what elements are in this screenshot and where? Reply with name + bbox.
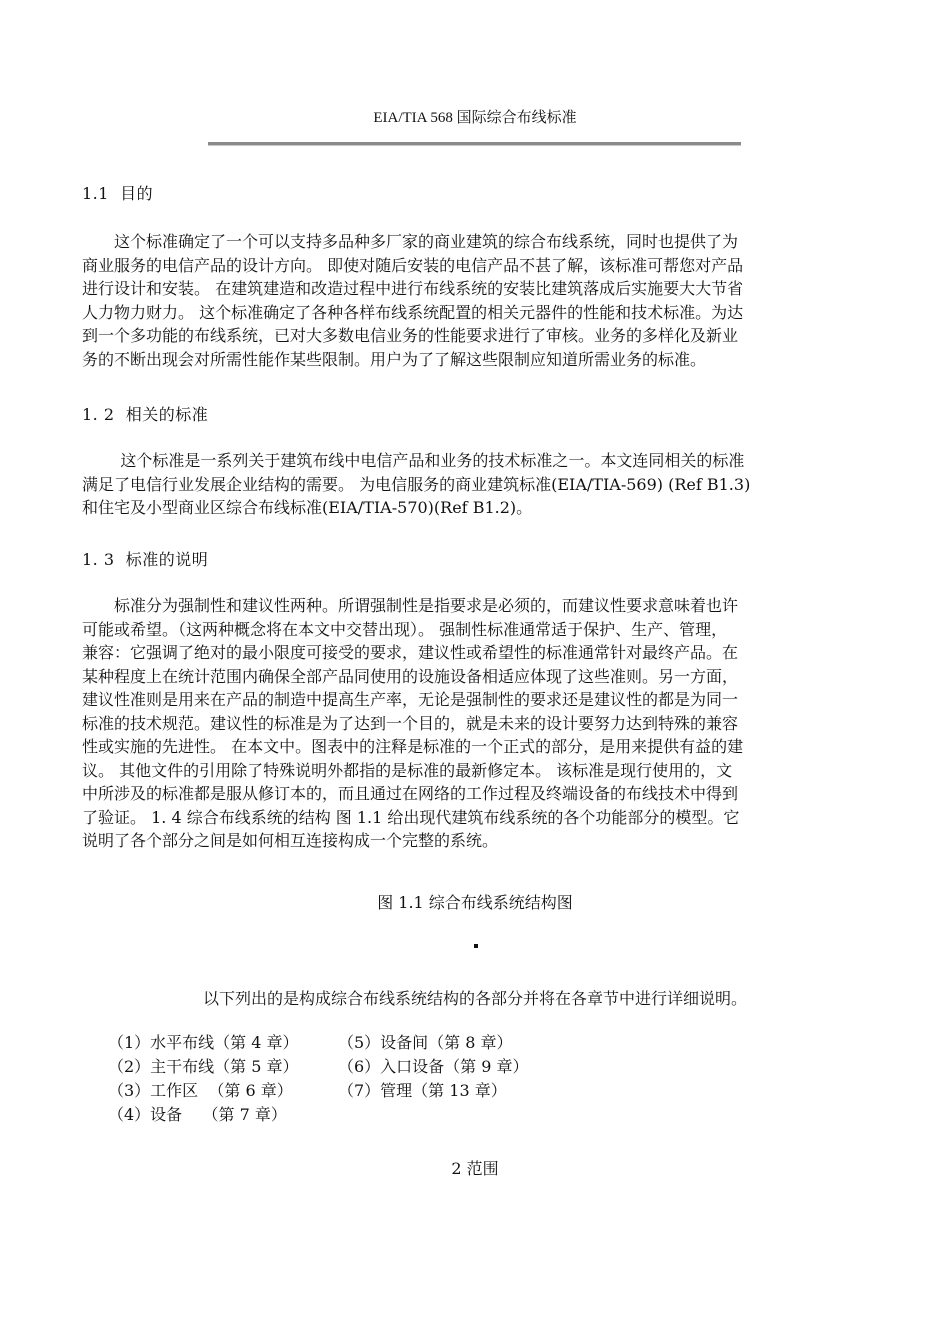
section-body-1-3 [82, 594, 868, 853]
text-line: 这个标准确定了一个可以支持多品种多厂家的商业建筑的综合布线系统，同时也提供了为 [114, 232, 739, 251]
text-line: 说明了各个部分之间是如何相互连接构成一个完整的系统。 [82, 831, 499, 850]
section-body-1-1 [82, 230, 868, 371]
header-divider [208, 142, 741, 146]
text-line: 标准的技术规范。建议性的标准是为了达到一个目的，就是未来的设计要努力达到特殊的兼容 [82, 713, 739, 733]
text-line: 标准分为强制性和建议性两种。所谓强制性是指要求是必须的，而建议性要求意味着也许 [114, 596, 739, 615]
text-line: 兼容：它强调了绝对的最小限度可接受的要求，建议性或希望性的标准通常针对最终产品。在 [82, 643, 739, 662]
text-line: 中所涉及的标准都是服从修订本的，而且通过在网络的工作过程及终端设备的布线技术中得到 [82, 784, 739, 803]
list-item-left: （1）水平布线（第 4 章） [108, 1033, 299, 1052]
document-title: EIA/TIA 568 国际综合布线标准 [373, 110, 577, 126]
text-line: 了验证。 1. 4 综合布线系统的结构 图 1.1 给出现代建筑布线系统的各个功能部分的模型。它 [82, 807, 740, 827]
list-item [108, 1079, 529, 1103]
text-line: 务的不断出现会对所需性能作某些限制。用户为了了解这些限制应知道所需业务的标准。 [82, 349, 707, 369]
text-line: 这个标准是一系列关于建筑布线中电信产品和业务的技术标准之一。本文连同相关的标准 [120, 451, 745, 470]
figure-placeholder [474, 944, 478, 948]
list-item-left: （4）设备 （第 7 章） [108, 1105, 287, 1124]
text-line: 议。 其他文件的引用除了特殊说明外都指的是标准的最新修定本。 该标准是现行使用的，文 [82, 760, 733, 780]
text-line: 建议性准则是用来在产品的制造中提高生产率，无论是强制性的要求还是建议性的都是为同一 [82, 690, 739, 709]
section-heading-1-2: 1. 2 相关的标准 [82, 405, 209, 424]
list-intro: 以下列出的是构成综合布线系统结构的各部分并将在各章节中进行详细说明。 [202, 989, 747, 1008]
text-line: 性或实施的先进性。 在本文中。图表中的注释是标准的一个正式的部分，是用来提供有益的建 [82, 737, 744, 756]
list-item [108, 1103, 529, 1127]
text-line: 和住宅及小型商业区综合布线标准(EIA/TIA-570)(Ref B1.2)。 [82, 498, 533, 517]
text-line: 到一个多功能的布线系统，已对大多数电信业务的性能要求进行了审核。业务的多样化及新业 [82, 326, 739, 345]
text-line: 某种程度上在统计范围内确保全部产品同使用的设施设备相适应体现了这些准则。另一方面， [82, 666, 739, 686]
text-line: 满足了电信行业发展企业结构的需要。 为电信服务的商业建筑标准(EIA/TIA-569) (Ref B1.3) [82, 474, 751, 494]
list-item-left: （2）主干布线（第 5 章） [108, 1057, 299, 1076]
list-item [108, 1055, 529, 1079]
list-item-left: （3）工作区 （第 6 章） [108, 1081, 293, 1100]
text-line: 进行设计和安装。 在建筑建造和改造过程中进行布线系统的安装比建筑落成后实施要大大节省 [82, 279, 744, 298]
component-list [108, 1031, 529, 1127]
section-heading-1-1: 1.1 目的 [82, 184, 154, 203]
list-item-right: （7）管理（第 13 章） [338, 1081, 507, 1100]
text-line: 商业服务的电信产品的设计方向。 即使对随后安装的电信产品不甚了解，该标准可帮您对产品 [82, 255, 744, 275]
figure-caption: 图 1.1 综合布线系统结构图 [377, 893, 573, 912]
text-line: 人力物力财力。 这个标准确定了各种各样布线系统配置的相关元器件的性能和技术标准。为达 [82, 302, 744, 322]
section-body-1-2 [82, 449, 868, 520]
text-line: 可能或希望。（这两种概念将在本文中交替出现）。 强制性标准通常适于保护、生产、管理， [82, 619, 728, 639]
section-heading-1-3: 1. 3 标准的说明 [82, 550, 209, 569]
next-section-heading: 2 范围 [451, 1159, 499, 1178]
list-item-right: （5）设备间（第 8 章） [338, 1033, 513, 1052]
list-item [108, 1031, 529, 1055]
list-item-right: （6）入口设备（第 9 章） [338, 1057, 529, 1076]
